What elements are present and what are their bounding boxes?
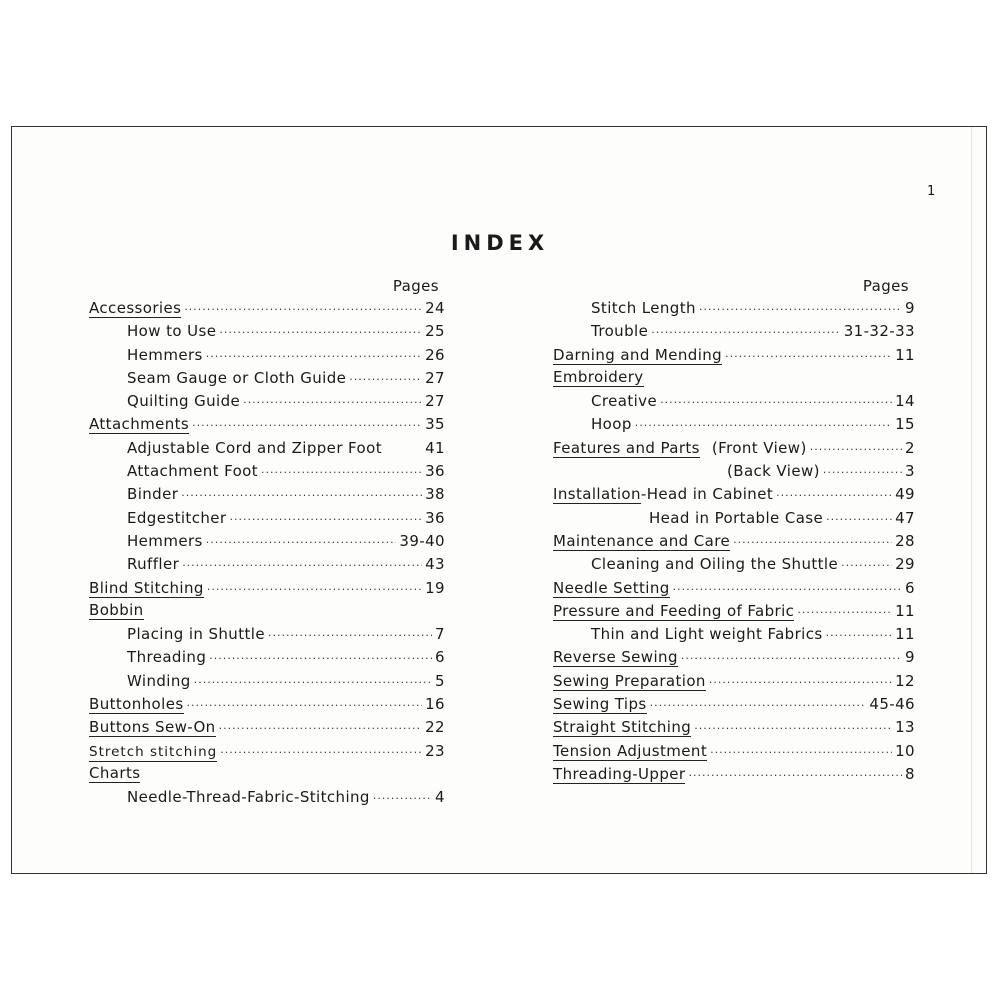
index-entry — [553, 509, 915, 532]
entry-page: 8 — [905, 764, 915, 783]
dot-leader — [710, 746, 892, 759]
entry-page: 11 — [895, 601, 915, 620]
entry-page: 36 — [425, 508, 445, 527]
entry-label: Needle-Thread-Fabric-Stitching — [127, 788, 370, 807]
pages-header-right: Pages — [862, 277, 909, 295]
entry-page: 36 — [425, 462, 445, 481]
dot-leader — [826, 513, 892, 526]
dot-leader — [660, 396, 892, 409]
entry-page: 39-40 — [399, 531, 445, 550]
entry-label: Stitch Length — [591, 299, 696, 317]
entry-page: 16 — [425, 695, 445, 714]
entry-page: 24 — [425, 299, 445, 317]
entry-page: 23 — [425, 741, 445, 760]
index-entry — [553, 369, 915, 392]
dot-leader — [243, 396, 422, 409]
entry-page: 43 — [425, 555, 445, 574]
index-entry — [89, 415, 445, 438]
index-entry — [89, 392, 445, 415]
index-entry — [89, 369, 445, 392]
entry-label: Needle Setting — [553, 578, 670, 597]
index-entry — [553, 532, 915, 555]
index-page — [11, 126, 987, 874]
entry-page: 25 — [425, 322, 445, 341]
index-entry — [89, 765, 445, 788]
entry-label: Head in Portable Case — [649, 508, 824, 527]
entry-label: Binder — [127, 485, 179, 504]
index-entry — [89, 555, 445, 578]
entry-label: Accessories — [89, 299, 182, 317]
entry-label: Seam Gauge or Cloth Guide — [127, 368, 347, 387]
dot-leader — [229, 513, 422, 526]
dot-leader — [219, 326, 422, 339]
entry-label: Ruffler — [127, 555, 180, 574]
entry-label — [553, 485, 773, 503]
index-entry — [553, 322, 915, 345]
dot-leader — [194, 676, 432, 689]
index-entry — [89, 462, 445, 485]
page-number: 1 — [927, 184, 936, 199]
entry-label: How to Use — [127, 322, 217, 341]
entry-page: 35 — [425, 415, 445, 434]
index-entry — [89, 509, 445, 532]
dot-leader — [650, 699, 867, 712]
entry-label: Trouble — [591, 322, 649, 341]
dot-leader — [207, 583, 422, 596]
index-entry — [553, 392, 915, 415]
entry-label: Sewing Preparation — [553, 671, 706, 690]
dot-leader — [373, 792, 432, 805]
entry-page: 10 — [895, 741, 915, 760]
entry-label: Tension Adjustment — [553, 741, 708, 760]
entry-label: Winding — [127, 671, 191, 690]
index-column-left — [89, 277, 445, 812]
entry-label: Reverse Sewing — [553, 648, 678, 667]
page-title: INDEX — [450, 231, 550, 255]
entry-page: 27 — [425, 392, 445, 411]
index-entry — [553, 299, 915, 322]
entry-page: 11 — [895, 345, 915, 364]
entry-page: 28 — [895, 531, 915, 550]
entry-label: Features and Parts — [553, 438, 700, 457]
dot-leader — [220, 746, 422, 759]
entry-label-underlined: Installation — [553, 485, 641, 504]
index-entry — [553, 462, 915, 485]
entry-page: 31-32-33 — [843, 322, 915, 341]
dot-leader — [184, 303, 422, 316]
dot-leader — [268, 629, 432, 642]
dot-leader — [349, 373, 422, 386]
index-entry — [553, 765, 915, 788]
dot-leader — [797, 606, 892, 619]
entry-label: Straight Stitching — [553, 718, 692, 737]
index-entry — [553, 346, 915, 369]
index-entry — [89, 742, 445, 765]
dot-leader — [209, 652, 432, 665]
entry-sublabel: (Front View) — [711, 438, 807, 457]
entry-label: Pressure and Feeding of Fabric — [553, 601, 795, 620]
index-entry — [553, 555, 915, 578]
entry-label: Attachments — [89, 415, 190, 434]
index-entry — [553, 718, 915, 741]
entry-label: Adjustable Cord and Zipper Foot — [127, 438, 382, 457]
entry-label: Maintenance and Care — [553, 531, 731, 550]
dot-leader — [694, 722, 892, 735]
index-entry — [553, 579, 915, 602]
index-entry — [89, 788, 445, 811]
dot-leader — [182, 559, 422, 572]
entry-page: 4 — [435, 788, 445, 807]
entry-label: Sewing Tips — [553, 695, 647, 714]
entry-label: Darning and Mending — [553, 345, 723, 364]
index-entry — [553, 415, 915, 438]
dot-leader — [826, 629, 893, 642]
dot-leader — [261, 466, 422, 479]
entry-label: Placing in Shuttle — [127, 625, 265, 644]
entry-label: Edgestitcher — [127, 508, 227, 527]
entry-label: Attachment Foot — [127, 462, 259, 481]
index-entry — [89, 346, 445, 369]
dot-leader — [635, 419, 892, 432]
entry-page: 7 — [435, 625, 445, 644]
entry-label: Bobbin — [89, 600, 144, 619]
index-entry — [553, 742, 915, 765]
entry-label: Threading — [127, 648, 207, 667]
index-entry — [553, 672, 915, 695]
entry-page: 11 — [895, 625, 915, 644]
index-entry — [89, 485, 445, 508]
dot-leader — [206, 536, 397, 549]
entry-label: (Back View) — [727, 462, 820, 481]
entry-page: 9 — [905, 299, 915, 317]
index-entries-left — [89, 299, 445, 812]
index-entry — [553, 648, 915, 671]
entry-page: 27 — [425, 368, 445, 387]
entry-label: Hemmers — [127, 345, 203, 364]
entry-label: Blind Stitching — [89, 578, 204, 597]
index-entry — [89, 625, 445, 648]
dot-leader — [823, 466, 902, 479]
entry-label: Creative — [591, 392, 658, 411]
dot-leader — [810, 443, 902, 456]
entry-page: 6 — [435, 648, 445, 667]
index-entries-right — [553, 299, 915, 788]
dot-leader — [733, 536, 892, 549]
entry-page: 38 — [425, 485, 445, 504]
entry-label: Charts — [89, 763, 141, 782]
entry-page: 9 — [905, 648, 915, 667]
entry-page: 22 — [425, 718, 445, 737]
index-entry — [553, 695, 915, 718]
index-entry — [89, 322, 445, 345]
dot-leader — [673, 583, 902, 596]
dot-leader — [206, 350, 422, 363]
entry-page: 6 — [905, 578, 915, 597]
dot-leader — [725, 350, 892, 363]
entry-page: 41 — [425, 438, 445, 457]
dot-leader — [688, 769, 902, 782]
entry-page: 45-46 — [869, 695, 915, 714]
entry-label: Quilting Guide — [127, 392, 241, 411]
index-entry — [89, 439, 445, 462]
entry-page: 15 — [895, 415, 915, 434]
entry-page: 19 — [425, 578, 445, 597]
index-entry — [89, 695, 445, 718]
index-entry — [553, 485, 915, 508]
dot-leader — [181, 489, 422, 502]
entry-page: 26 — [425, 345, 445, 364]
index-column-right — [553, 277, 915, 788]
entry-label: Hemmers — [127, 531, 203, 550]
dot-leader — [187, 699, 423, 712]
index-entry — [89, 672, 445, 695]
index-entry — [553, 602, 915, 625]
dot-leader — [681, 652, 902, 665]
index-entry — [89, 648, 445, 671]
entry-label: Buttons Sew-On — [89, 718, 216, 737]
index-entry — [89, 532, 445, 555]
entry-label: Thin and Light weight Fabrics — [591, 625, 823, 644]
dot-leader — [192, 419, 422, 432]
entry-page: 13 — [895, 718, 915, 737]
entry-label: Buttonholes — [89, 695, 184, 714]
entry-page: 29 — [895, 555, 915, 574]
index-entry — [89, 602, 445, 625]
index-entry — [553, 439, 915, 462]
entry-label: Stretch stitching — [89, 743, 218, 760]
dot-leader — [651, 326, 841, 339]
entry-page: 2 — [905, 438, 915, 457]
entry-page: 12 — [895, 671, 915, 690]
entry-label: Threading-Upper — [553, 764, 686, 783]
dot-leader — [219, 722, 423, 735]
dot-leader — [699, 303, 902, 316]
index-entry — [89, 299, 445, 322]
entry-page: 14 — [895, 392, 915, 411]
entry-page: 49 — [895, 485, 915, 504]
entry-page: 47 — [895, 508, 915, 527]
dot-leader — [841, 559, 892, 572]
entry-page: 3 — [905, 462, 915, 481]
dot-leader — [709, 676, 892, 689]
index-entry — [553, 625, 915, 648]
entry-label-rest: -Head in Cabinet — [640, 485, 774, 504]
entry-page: 5 — [435, 671, 445, 690]
entry-label: Cleaning and Oiling the Shuttle — [591, 555, 839, 574]
index-entry — [89, 579, 445, 602]
pages-header-left: Pages — [392, 277, 439, 295]
entry-label: Hoop — [591, 415, 632, 434]
entry-label: Embroidery — [553, 367, 644, 386]
dot-leader — [776, 489, 892, 502]
index-entry — [89, 718, 445, 741]
